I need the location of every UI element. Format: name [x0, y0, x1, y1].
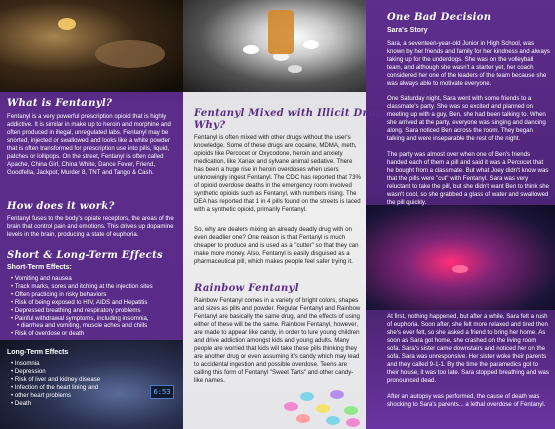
- long-term-list: [11, 360, 121, 407]
- list-item: • Often practicing in risky behaviors: [11, 291, 181, 299]
- short-term-list: [11, 275, 181, 338]
- why-mix-text: So, why are dealers mixing an already deadly drug with on even deadlier one? One reason is that Fentanyl is much cheaper to produce and is used as a "cutter" so that they can make more money. Also, Fentanyl is easily disguised as a pharmaceutical pill, which makes people feel safer trying it.: [194, 226, 359, 265]
- list-item: • Insomnia: [11, 360, 121, 368]
- mixed-drugs-heading-why: Why?: [194, 120, 226, 131]
- candy-pill-icon: [300, 392, 314, 401]
- long-term-heading: Long-Term Effects: [7, 349, 69, 356]
- rainbow-fentanyl-heading: Rainbow Fentanyl: [194, 283, 299, 294]
- story-paragraph: The party was almost over when one of Ben's friends handed each of them a pill and said it was a Percocet that he bought from a classmate. But what Joey didn't know was that the pills were "cut" with Fentanyl. Sara was very reluctant to take the pill, but she didn't want Ben to think she wasn't cool, so she grabbed a glass of water and swallowed the pill quickly.: [387, 151, 550, 206]
- list-item: • diarrhea and vomiting, muscle aches and chills: [11, 322, 181, 330]
- story-paragraph: After an autopsy was performed, the cause of death was shocking to Sara's parents... a lethal overdose of Fentanyl.: [387, 393, 546, 408]
- pill-icon: [303, 40, 319, 49]
- list-item: • other heart problems: [11, 392, 121, 400]
- pill-icon: [452, 265, 468, 273]
- story-paragraph: At first, nothing happened, but after a while, Sara felt a rush of euphoria. Soon after, she felt more relaxed and tired then she's ever felt, so she asked a friend to bring her home. As soon as Sara got home, she crashed on the living room sofa. Sara's sister came downstairs and noticed her on the sofa. Sara was unresponsive. Her sister woke their parents and they called 9-1-1. By the time the paramedics got to their house, it was too late. Sara stopped breathing and was pronounced dead.: [387, 313, 549, 384]
- candy-pill-icon: [316, 404, 330, 413]
- story-paragraph: Sara, a seventeen-year-old Junior in High School, was known by her friends and family for her kindness and always taking up for the underdogs. She was on the volleyball team, and although she wasn't a starter yet, her coach considered her one of the leaders of the team because she was always able to motivate everyone.: [387, 40, 550, 87]
- list-item: • Death: [11, 400, 121, 408]
- list-item: • Depression: [11, 368, 121, 376]
- rainbow-pills-photo: [280, 378, 366, 429]
- alarm-clock: 6:53: [150, 385, 174, 399]
- saras-story-heading: Sara's Story: [387, 27, 428, 34]
- mixed-drugs-text: Fentanyl is often mixed with other drugs without the user's knowledge. Some of these drugs are cocaine, MDMA, meth, opioids like Percocet or Oxycodone, heroin and anxiety medication, like Xanax and sylvane animal sedative. There has been a huge rise in heroin overdoses when users unknowingly ingest Fentanyl. The CDC has reported that 73% of opioid overdose deaths in the emergency room involved synthetic opioids such as Fentanyl, with numbers rising. The DEA has reported that 1 in 4 pills found on the streets is laced with a synthetic opioid, primarily Fentanyl.: [194, 134, 361, 213]
- one-bad-decision-heading: One Bad Decision: [387, 12, 492, 23]
- candy-pill-icon: [296, 414, 310, 423]
- spoon-icon: [95, 40, 165, 68]
- list-item: • Risk of being exposed to HIV, AIDS and Hepatitis: [11, 299, 181, 307]
- how-does-it-work-text: Fentanyl fuses to the body's opiate receptors, the areas of the brain that control pain and emotions. This drives up dopamine levels in the brain, producing a state of euphoria.: [7, 215, 174, 238]
- list-item: • Painful withdrawal symptoms, including insomnia,: [11, 315, 181, 323]
- flame-icon: [58, 18, 76, 30]
- pill-bottle-icon: [268, 10, 294, 54]
- list-item: • Risk of liver and kidney disease: [11, 376, 121, 384]
- hand-with-pill-photo: [366, 205, 555, 310]
- candy-pill-icon: [346, 418, 360, 427]
- how-does-it-work-heading: How does it work?: [7, 201, 115, 212]
- list-item: • Depressed breathing and respiratory problems: [11, 307, 181, 315]
- effects-heading: Short & Long-Term Effects: [7, 250, 163, 261]
- list-item: • Track marks, sores and itching at the injection sites: [11, 283, 181, 291]
- list-item: • Infection of the heart lining and: [11, 384, 121, 392]
- mixed-drugs-heading: Fentanyl Mixed with Illicit Drugs...: [194, 108, 401, 119]
- pill-icon: [243, 45, 259, 54]
- candy-pill-icon: [330, 390, 344, 399]
- rainbow-fentanyl-text: Rainbow Fentanyl comes in a variety of bright colors, shapes and sizes as pills and powder. Regular Fentanyl and Rainbow Fentanyl are basically the same drug, and the effects of using either of these will be the same. Rainbow Fentanyl, however, are made to appear like candy, in order to lure young children and drive addiction amongst kids and young adults. Many people are worried that kids will take these pills thinking they are another drug or even assuming it's candy which may lead to accidental ingestion and possible overdose. Teens are calling this form of Fentanyl "Sweet Tarts" and other candy-like names.: [194, 297, 361, 384]
- candy-pill-icon: [344, 406, 358, 415]
- what-is-fentanyl-text: Fentanyl is a very powerful prescription opioid that is highly addictive. It is similar in make up to heroin and morphine and often produced in illegal, unregulated labs. Fentanyl may be snorted, injected or swallowed and looks like a white powder that is often transformed for prescription use into pills, liquid, patches or lollipops. On the street, Fentanyl is often called Apache, China Girl, China White, Dance Fever, Friend, Goodfella, Jackpot, Murder 8, TNT and Tango & Cash.: [7, 113, 171, 176]
- drug-spoon-photo: [0, 0, 183, 92]
- pill-icon: [288, 65, 302, 73]
- short-term-heading: Short-Term Effects:: [7, 264, 72, 271]
- story-paragraph: One Saturday night, Sara went with some friends to a classmate's party. She was so excited and planned on meeting up with a guy, Ben, she had been talking to. When she arrived at the party, everyone was singing and dancing along. Sara noticed Ben across the room. They began talking and were inseparable the rest of the night.: [387, 95, 546, 142]
- candy-pill-icon: [284, 402, 298, 411]
- list-item: • Risk of overdose or death: [11, 330, 181, 338]
- what-is-fentanyl-heading: What is Fentanyl?: [7, 98, 113, 109]
- candy-pill-icon: [326, 416, 340, 425]
- list-item: • Vomiting and nausea: [11, 275, 181, 283]
